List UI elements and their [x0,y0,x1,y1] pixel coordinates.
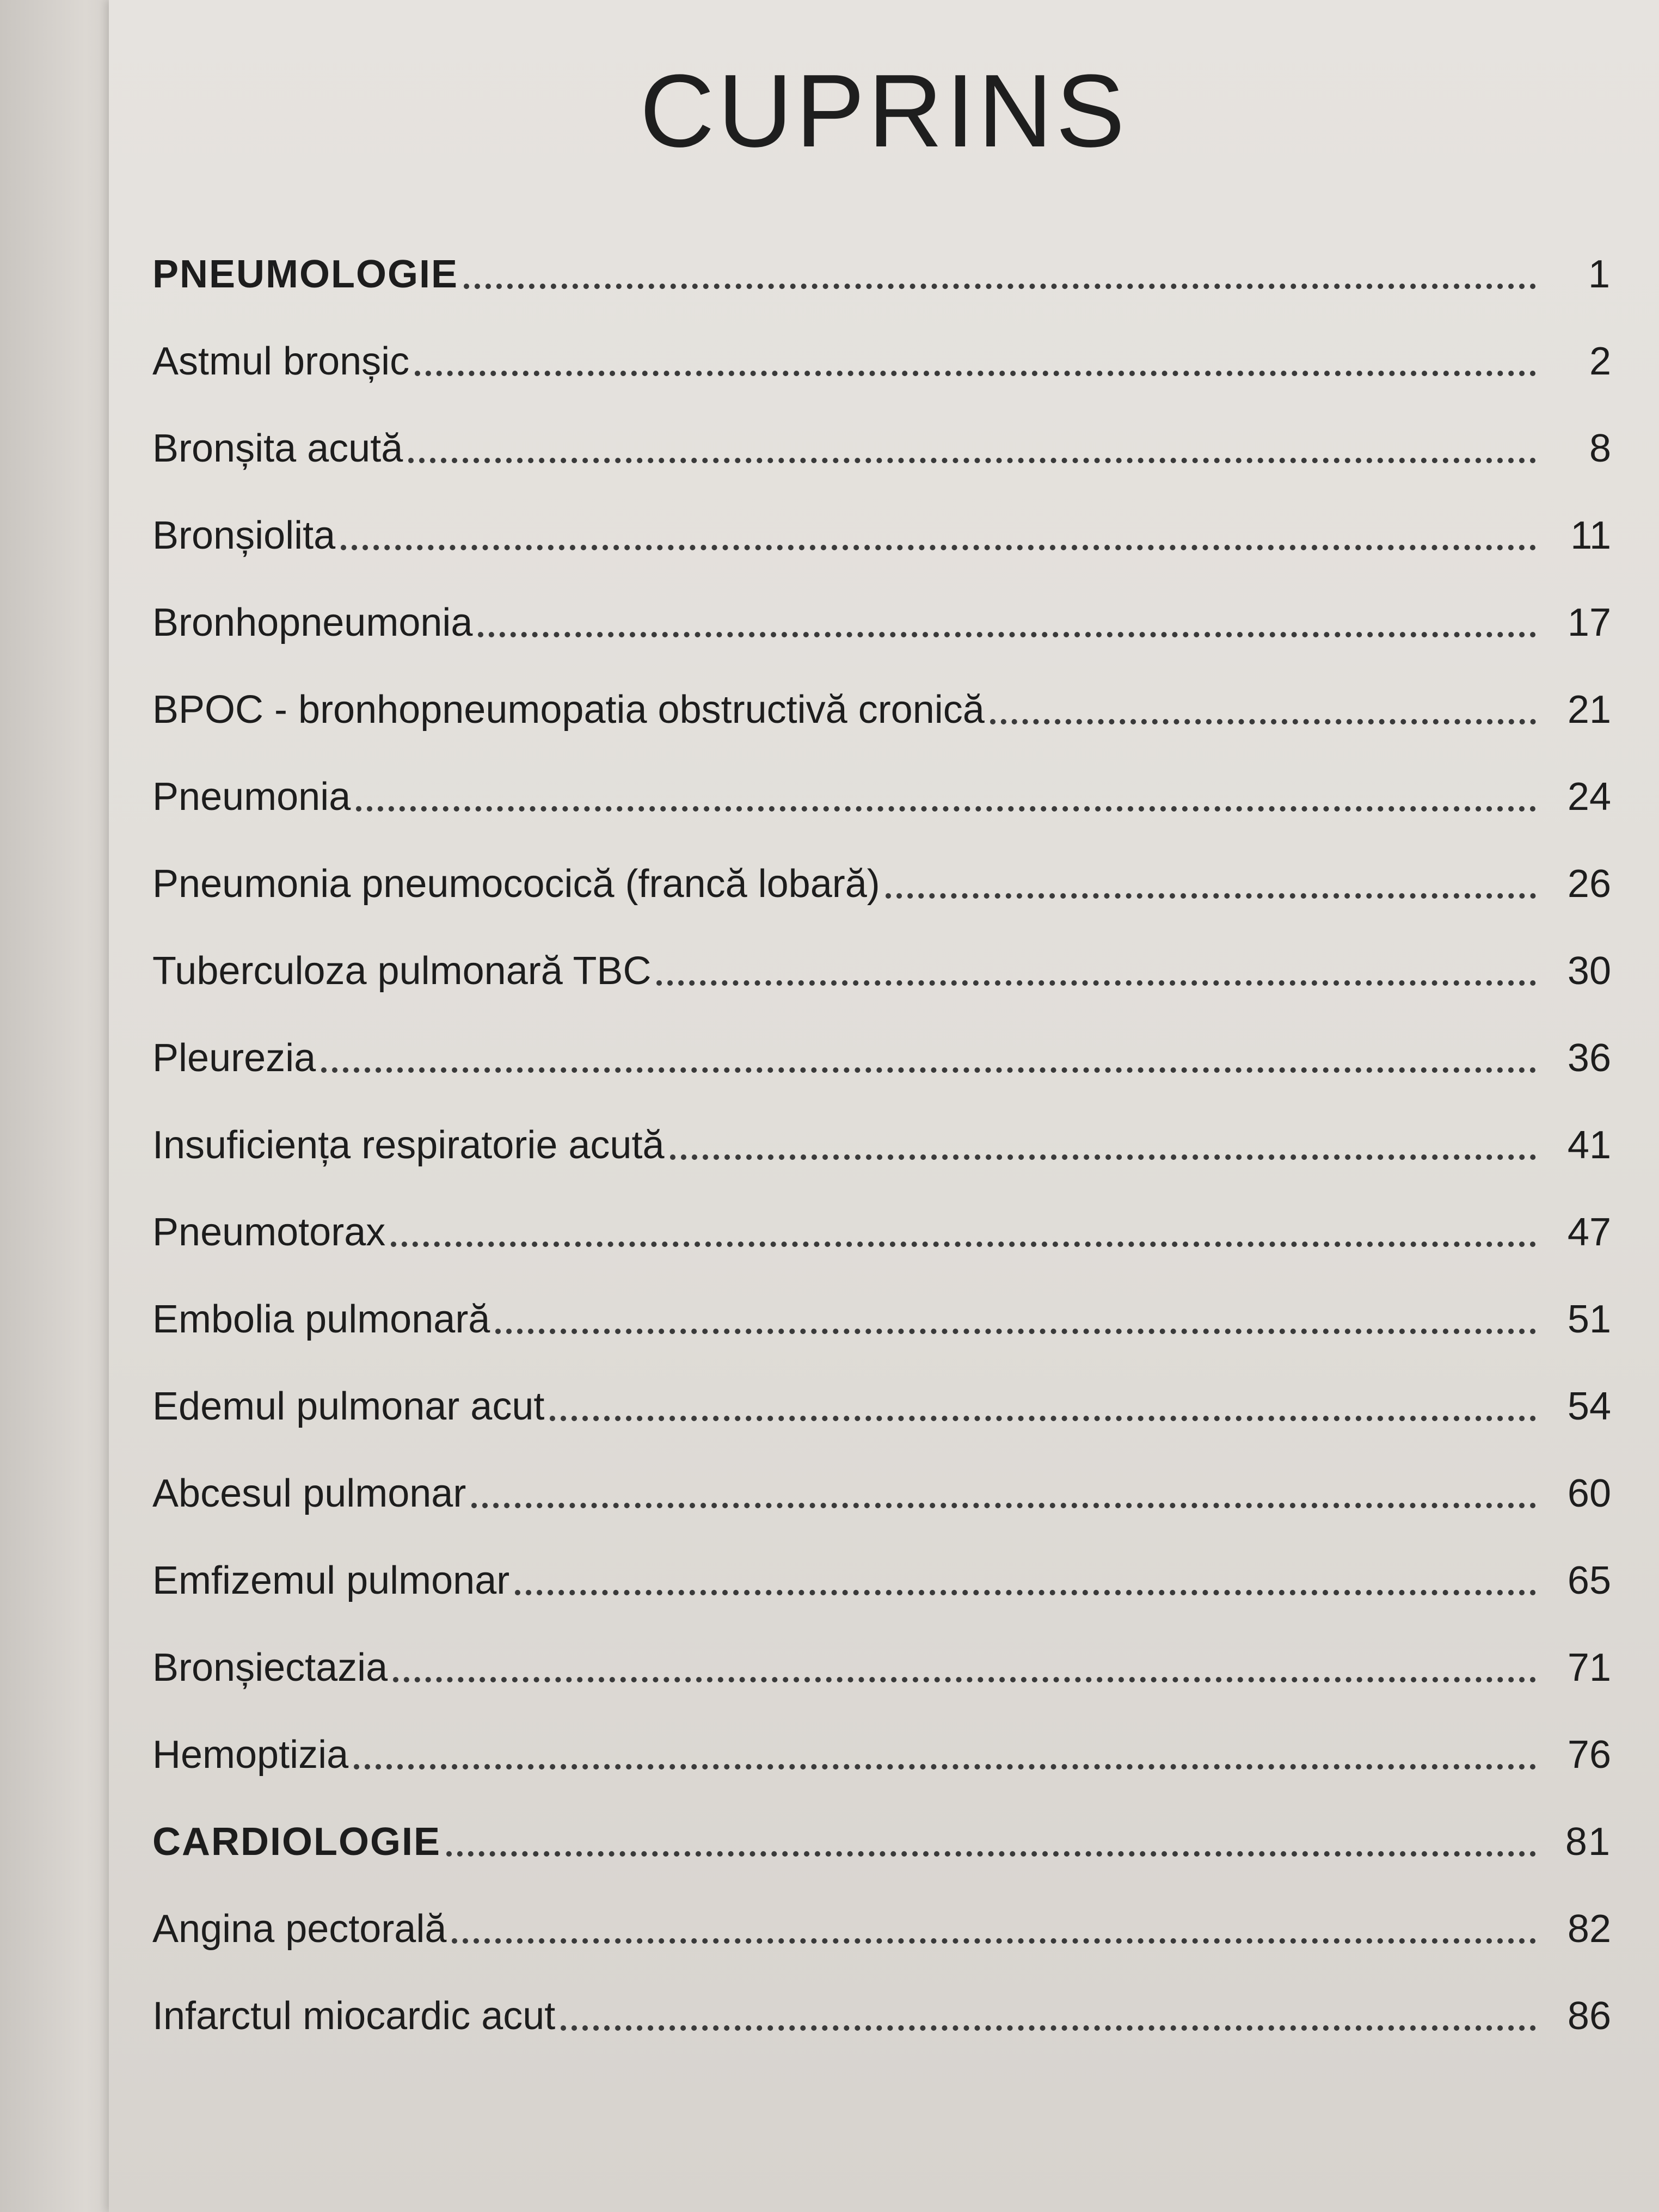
toc-page-number: 8 [1589,427,1611,470]
toc-page-number: 65 [1567,1559,1611,1602]
toc-entry-label: Pleurezia [152,1036,316,1080]
dot-leader [393,1677,1536,1682]
toc-page-number: 82 [1567,1907,1611,1951]
toc-entry-label: Astmul bronșic [152,340,410,383]
dot-leader [495,1329,1536,1334]
toc-page-number: 2 [1589,340,1611,383]
toc-page-number: 1 [1588,253,1611,296]
dot-leader [515,1590,1536,1595]
toc-page-number: 24 [1567,775,1611,819]
toc-entry-label: CARDIOLOGIE [152,1820,441,1864]
dot-leader [391,1242,1536,1247]
toc-entry-label: Embolia pulmonară [152,1298,490,1341]
toc-entry-label: Bronșiectazia [152,1646,388,1689]
toc-section-heading [152,210,1611,297]
toc-entry [152,732,1611,819]
toc-entry [152,1951,1611,2038]
toc-entry [152,1429,1611,1516]
toc-entry-label: Angina pectorală [152,1907,447,1951]
toc-page-number: 30 [1567,949,1611,993]
dot-leader [550,1416,1536,1421]
dot-leader [354,1764,1536,1769]
toc-entry-label: Bronhopneumonia [152,601,473,644]
dot-leader [452,1938,1536,1944]
toc-entry [152,1864,1611,1951]
dot-leader [356,806,1536,812]
toc-entry [152,645,1611,732]
toc-entry-label: Emfizemul pulmonar [152,1559,510,1602]
dot-leader [478,632,1536,637]
toc-entry [152,1690,1611,1777]
dot-leader [415,371,1536,376]
toc-page-number: 71 [1567,1646,1611,1689]
toc-entry-label: Hemoptizia [152,1733,349,1777]
dot-leader [990,719,1536,724]
dot-leader [321,1067,1536,1073]
toc-page-number: 36 [1567,1036,1611,1080]
dot-leader [670,1154,1537,1160]
toc-entry-label: Infarctul miocardic acut [152,1994,556,2038]
toc-page-number: 81 [1565,1820,1611,1864]
toc-entry [152,819,1611,906]
dot-leader [656,980,1536,986]
adjacent-page-edge [0,0,114,2212]
dot-leader [341,545,1536,550]
toc-page-number: 21 [1567,688,1611,732]
page-title: CUPRINS [640,53,1128,169]
table-of-contents [152,210,1611,2038]
toc-entry-label: Edemul pulmonar acut [152,1385,545,1428]
toc-entry [152,471,1611,558]
toc-entry [152,297,1611,384]
toc-entry [152,1168,1611,1255]
toc-entry-label: PNEUMOLOGIE [152,253,459,296]
dot-leader [471,1503,1536,1508]
toc-entry-label: Tuberculoza pulmonară TBC [152,949,652,993]
toc-entry-label: Insuficiența respiratorie acută [152,1123,665,1167]
toc-entry-label: Pneumonia pneumococică (francă lobară) [152,862,880,906]
toc-page-number: 76 [1567,1733,1611,1777]
toc-entry [152,1516,1611,1603]
book-page [109,0,1659,2212]
toc-entry [152,1603,1611,1690]
toc-page-number: 54 [1567,1385,1611,1428]
toc-entry-label: Bronșiolita [152,514,336,557]
toc-entry [152,1080,1611,1168]
toc-page-number: 26 [1567,862,1611,906]
toc-entry [152,993,1611,1080]
toc-entry [152,1255,1611,1342]
toc-entry [152,1342,1611,1429]
toc-page-number: 17 [1567,601,1611,644]
dot-leader [408,458,1536,463]
dot-leader [464,284,1536,289]
dot-leader [561,2025,1536,2031]
toc-entry-label: Abcesul pulmonar [152,1472,466,1515]
toc-entry-label: BPOC - bronhopneumopatia obstructivă cronică [152,688,985,732]
toc-page-number: 41 [1567,1123,1611,1167]
toc-entry [152,906,1611,993]
toc-entry-label: Pneumotorax [152,1211,386,1254]
toc-entry [152,558,1611,645]
toc-page-number: 51 [1567,1298,1611,1341]
dot-leader [886,893,1536,899]
toc-section-heading [152,1777,1611,1864]
toc-entry [152,384,1611,471]
toc-page-number: 11 [1570,514,1611,557]
toc-page-number: 60 [1567,1472,1611,1515]
dot-leader [446,1851,1536,1857]
toc-entry-label: Bronșita acută [152,427,403,470]
toc-page-number: 47 [1567,1211,1611,1254]
toc-page-number: 86 [1567,1994,1611,2038]
toc-entry-label: Pneumonia [152,775,351,819]
